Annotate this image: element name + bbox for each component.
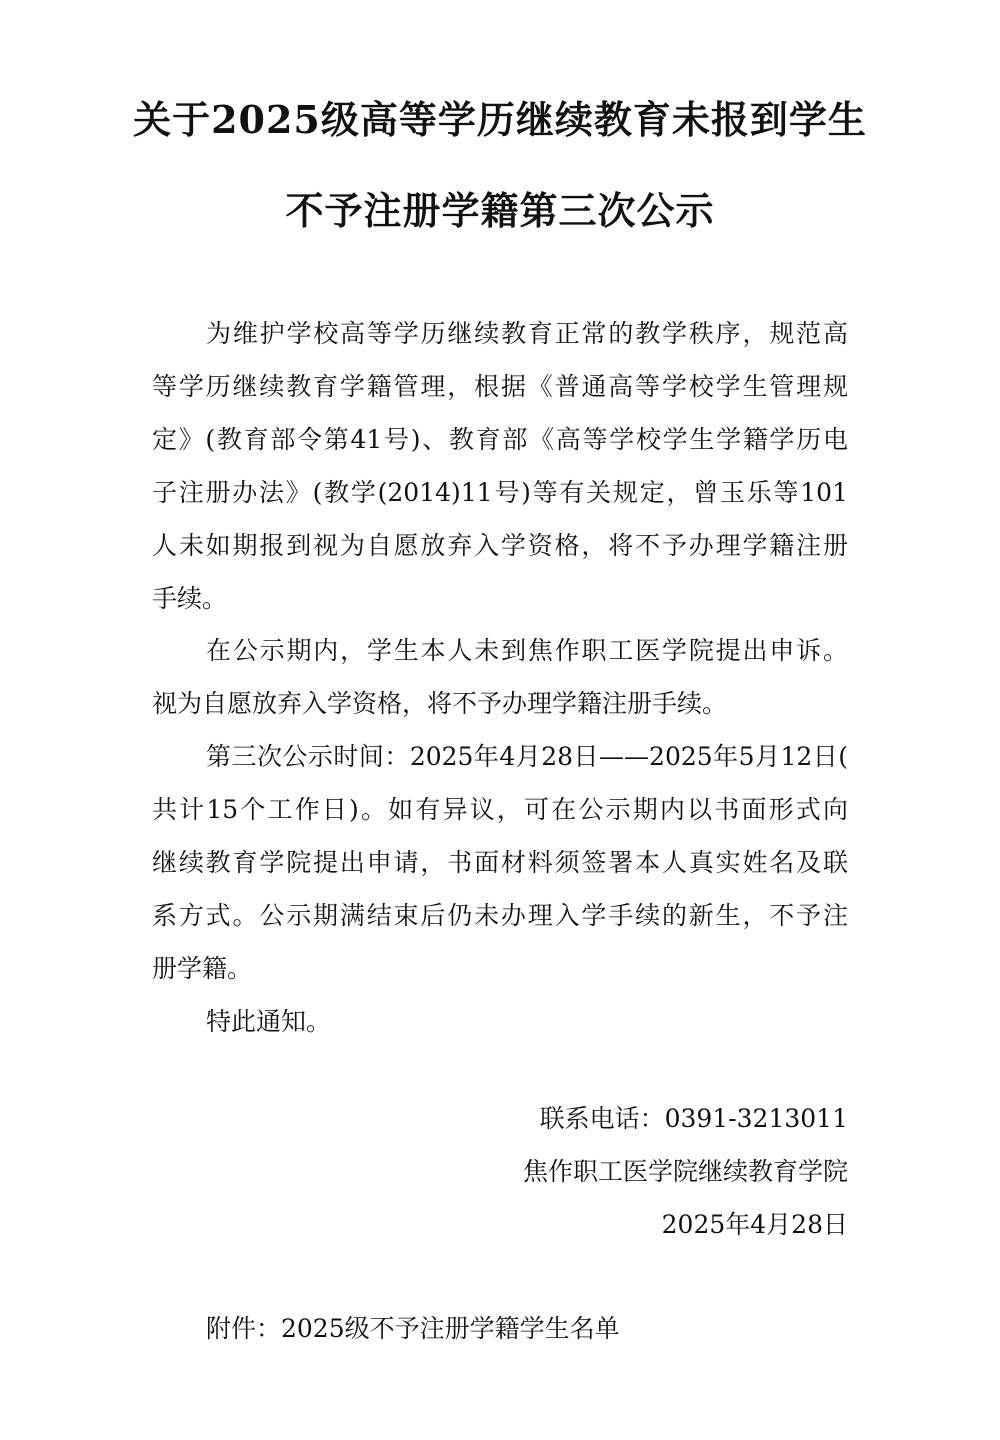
closing-line: 特此通知。 bbox=[206, 1007, 332, 1036]
paragraph-1-line-6: 手续。 bbox=[152, 584, 228, 613]
paragraph-1-line-5: 人未如期报到视为自愿放弃入学资格，将不予办理学籍注册 bbox=[152, 531, 848, 560]
issue-date: 2025年4月28日 bbox=[661, 1210, 848, 1239]
paragraph-1-line-4: 子注册办法》(教学(2014)11号)等有关规定，曾玉乐等101 bbox=[152, 478, 848, 507]
paragraph-3-line-5: 册学籍。 bbox=[152, 954, 253, 983]
paragraph-1-line-3: 定》(教育部令第41号)、教育部《高等学校学生学籍学历电 bbox=[152, 425, 848, 454]
paragraph-2-line-2: 视为自愿放弃入学资格，将不予办理学籍注册手续。 bbox=[152, 689, 728, 718]
paragraph-3-line-3: 继续教育学院提出申请，书面材料须签署本人真实姓名及联 bbox=[152, 848, 848, 877]
attachment-line: 附件：2025级不予注册学籍学生名单 bbox=[206, 1314, 620, 1343]
paragraph-1-line-1: 为维护学校高等学历继续教育正常的教学秩序，规范高 bbox=[206, 319, 848, 348]
notice-title-line-1: 关于2025级高等学历继续教育未报到学生 bbox=[133, 97, 867, 142]
paragraph-3-line-4: 系方式。公示期满结束后仍未办理入学手续的新生，不予注 bbox=[152, 901, 848, 930]
paragraph-3-line-1: 第三次公示时间：2025年4月28日——2025年5月12日( bbox=[206, 742, 848, 771]
paragraph-3-line-2: 共计15个工作日)。如有异议，可在公示期内以书面形式向 bbox=[152, 795, 848, 824]
paragraph-1-line-2: 等学历继续教育学籍管理，根据《普通高等学校学生管理规 bbox=[152, 372, 848, 401]
contact-phone: 联系电话：0391-3213011 bbox=[539, 1104, 848, 1133]
paragraph-2-line-1: 在公示期内，学生本人未到焦作职工医学院提出申诉。 bbox=[206, 636, 848, 665]
issuing-organization: 焦作职工医学院继续教育学院 bbox=[522, 1157, 848, 1186]
notice-title-line-2: 不予注册学籍第三次公示 bbox=[285, 188, 715, 233]
